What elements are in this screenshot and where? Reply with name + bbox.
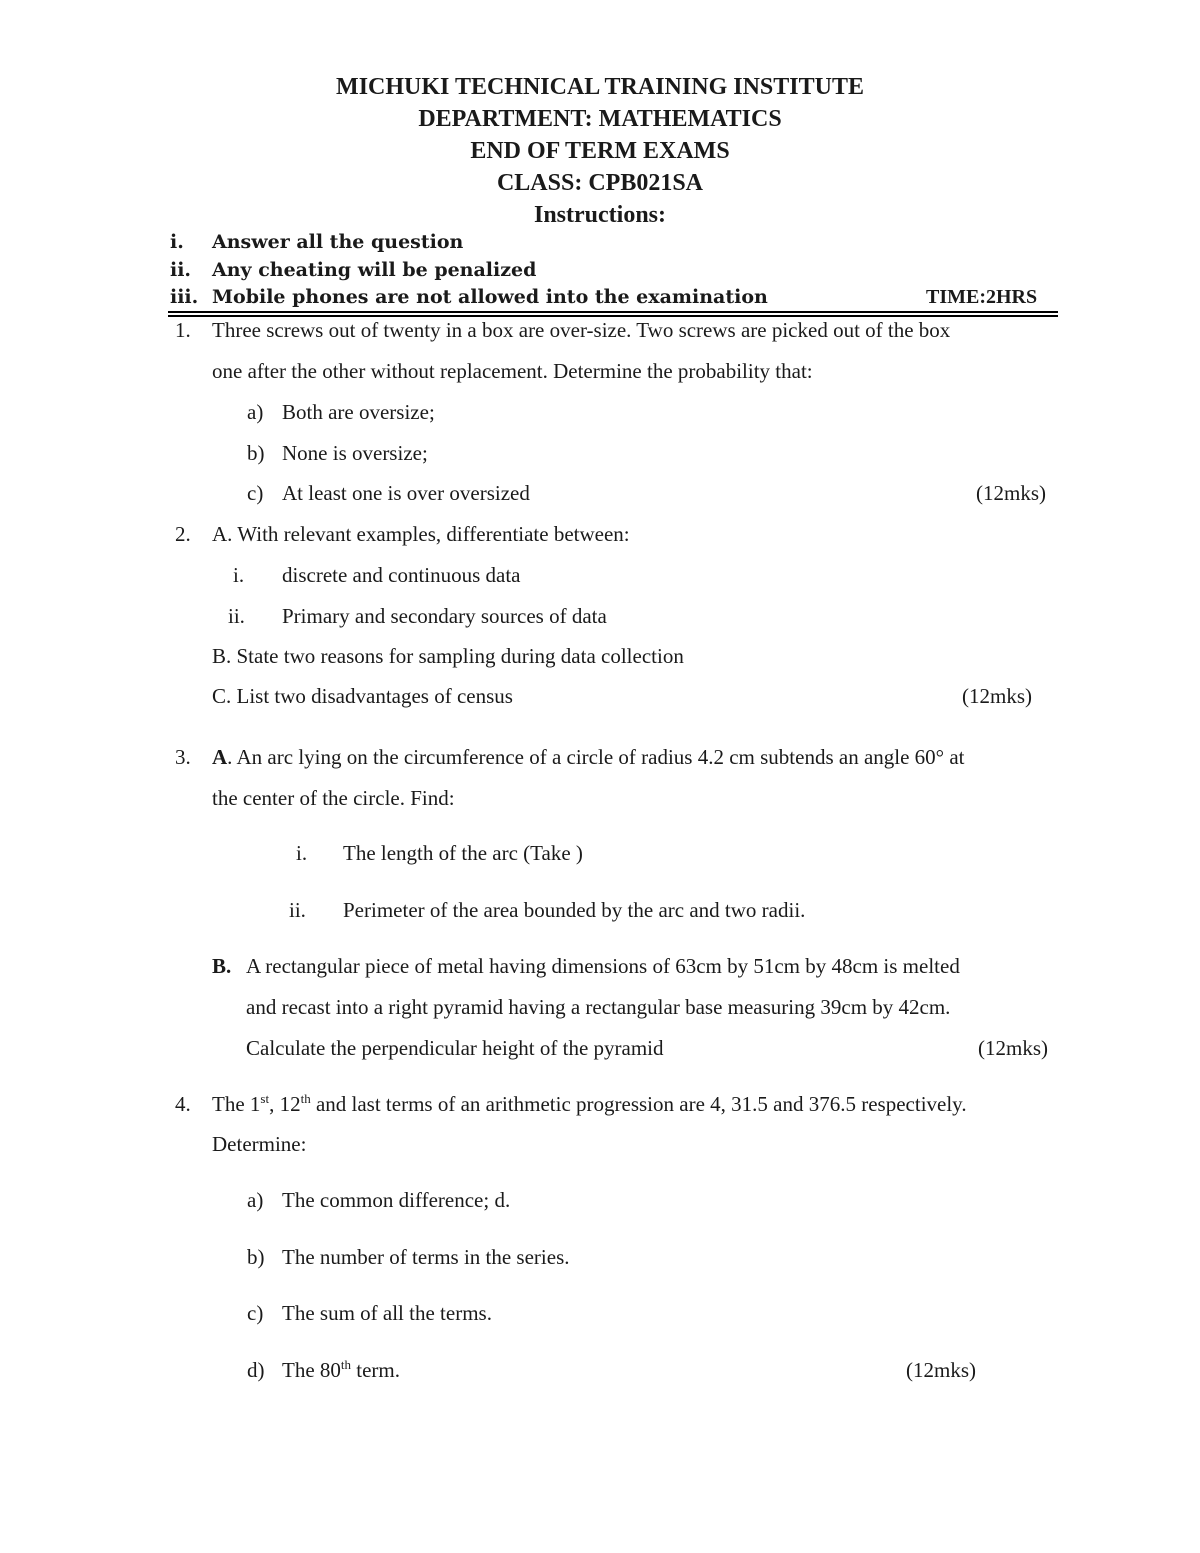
part-text: discrete and continuous data [282, 563, 521, 587]
part-text: The common difference; d. [282, 1188, 511, 1212]
part-text: The number of terms in the series. [282, 1245, 570, 1269]
part-label: b) [247, 1245, 265, 1269]
q2-part-a: A. With relevant examples, differentiate between: [212, 522, 630, 546]
q1-line: one after the other without replacement. Determine the probability that: [212, 359, 813, 383]
marks: (12mks) [962, 684, 1032, 708]
q4-text: The 1 [212, 1092, 261, 1116]
question-number: 4. [175, 1092, 191, 1116]
part-label: i. [296, 841, 308, 865]
instruction-num: i. [170, 231, 184, 253]
q3-line [212, 745, 964, 770]
instructions-heading: Instructions: [533, 202, 666, 228]
part-label: ii. [228, 604, 245, 628]
marks: (12mks) [976, 481, 1046, 505]
q4-line [212, 1092, 967, 1117]
exam-time: TIME:2HRS [926, 286, 1038, 308]
q4-d-text: The 80 [282, 1358, 341, 1382]
q3-line: Calculate the perpendicular height of the pyramid [246, 1036, 664, 1060]
instruction-text: Any cheating will be penalized [212, 259, 537, 281]
header-rule [168, 311, 1058, 313]
instruction-text: Answer all the question [212, 231, 464, 253]
q4-text: , 12 [269, 1092, 301, 1116]
part-text: The sum of all the terms. [282, 1301, 492, 1325]
institute-title: MICHUKI TECHNICAL TRAINING INSTITUTE [336, 74, 864, 100]
part-label: c) [247, 1301, 264, 1325]
question-number: 2. [175, 522, 191, 546]
q2-part-b: B. State two reasons for sampling during data collection [212, 644, 684, 668]
part-text: At least one is over oversized [282, 481, 530, 505]
question-number: 3. [175, 745, 191, 769]
q3-part-b-label: B. [212, 954, 232, 978]
part-text [282, 1358, 400, 1383]
q4-line: Determine: [212, 1132, 307, 1156]
q1-line: Three screws out of twenty in a box are over-size. Two screws are picked out of the box [212, 318, 951, 342]
part-label: a) [247, 1188, 264, 1212]
header-rule [168, 315, 1058, 317]
part-label: d) [247, 1358, 265, 1382]
q2-part-c: C. List two disadvantages of census [212, 684, 513, 708]
part-text: Both are oversize; [282, 400, 435, 424]
part-text: The length of the arc (Take ) [343, 841, 583, 865]
class-title: CLASS: CPB021SA [496, 170, 704, 196]
instruction-num: ii. [170, 259, 192, 281]
q3-part-a-text: . An arc lying on the circumference of a circle of radius 4.2 cm subtends an angle 60° at [227, 745, 965, 769]
q4-d-text: term. [351, 1358, 401, 1382]
exam-title: END OF TERM EXAMS [470, 138, 730, 164]
q4-text: and last terms of an arithmetic progression are 4, 31.5 and 376.5 respectively. [310, 1092, 967, 1116]
instruction-text: Mobile phones are not allowed into the examination [212, 286, 768, 308]
q3-line: A rectangular piece of metal having dimensions of 63cm by 51cm by 48cm is melted [246, 954, 960, 978]
part-label: i. [233, 563, 245, 587]
q3-line: and recast into a right pyramid having a rectangular base measuring 39cm by 42cm. [246, 995, 951, 1019]
part-label: ii. [289, 898, 306, 922]
part-text: Perimeter of the area bounded by the arc and two radii. [343, 898, 806, 922]
part-label: c) [247, 481, 264, 505]
superscript: th [340, 1357, 352, 1372]
part-text: Primary and secondary sources of data [282, 604, 607, 628]
department-title: DEPARTMENT: MATHEMATICS [418, 106, 782, 132]
superscript: st [260, 1091, 270, 1106]
instruction-num: iii. [170, 286, 199, 308]
marks: (12mks) [906, 1358, 976, 1382]
q3-line: the center of the circle. Find: [212, 786, 455, 810]
superscript: th [300, 1091, 311, 1106]
part-label: a) [247, 400, 264, 424]
question-number: 1. [175, 318, 191, 342]
q3-part-a-label: A [212, 745, 228, 769]
part-label: b) [247, 441, 265, 465]
marks: (12mks) [978, 1036, 1048, 1060]
part-text: None is oversize; [282, 441, 428, 465]
